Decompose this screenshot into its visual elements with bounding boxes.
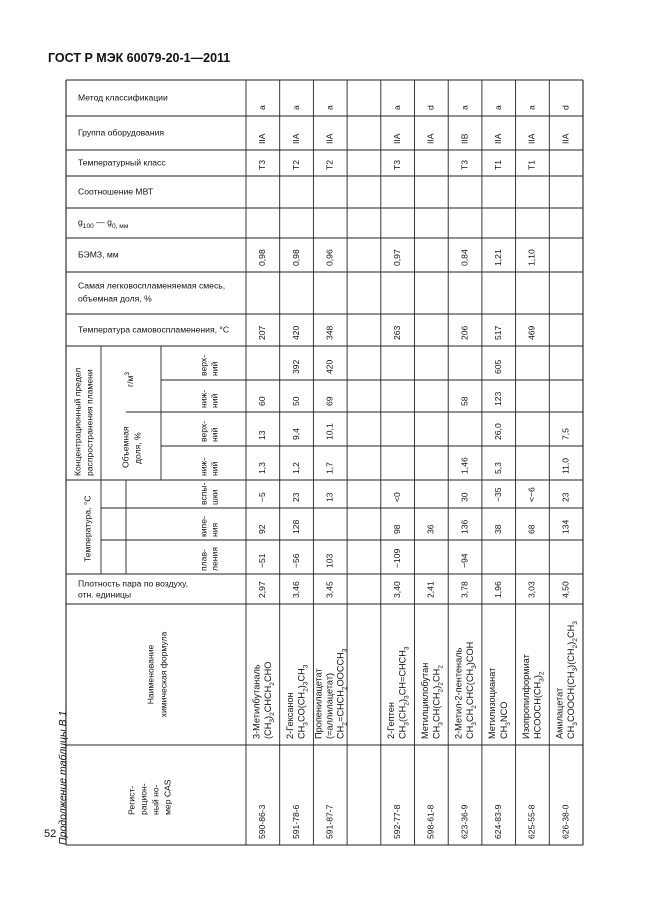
- name-formula-head-2: химическая формула: [158, 631, 169, 718]
- cell-temp-melt-2: 103: [324, 553, 335, 568]
- cell-autoignition-1: 420: [290, 325, 301, 340]
- conc-upper-vol-head-2: ний: [209, 427, 220, 442]
- conc-unit-vol-2: доля, %: [132, 432, 143, 464]
- conc-group-title-1: Концентрационный предел: [72, 367, 83, 476]
- cell-conc-lower-gm3-2: 69: [324, 396, 335, 406]
- cell-temp-flash-0: −5: [257, 492, 268, 502]
- cell-conc-lower-vol-0: 1,3: [257, 462, 268, 474]
- cell-temperature-class-6: T3: [459, 159, 470, 170]
- cell-temperature-class-4: T3: [391, 159, 402, 170]
- row-label-classification-method: Метод классификации: [78, 92, 168, 103]
- cell-temp-boil-4: 98: [391, 524, 402, 534]
- cell-temp-flash-9: 23: [560, 492, 571, 502]
- cas-head-1: Регист-: [126, 785, 137, 815]
- cell-formula-7: $CH_3NCO$: [499, 701, 512, 739]
- cell-conc-lower-gm3-6: 58: [459, 396, 470, 406]
- cell-bemz-4: 0,97: [391, 249, 402, 266]
- cell-cas-7: 624-83-9: [493, 804, 504, 839]
- cell-temperature-class-7: T1: [493, 159, 504, 170]
- cell-temperature-class-1: T2: [290, 159, 301, 170]
- cell-vapor-density-7: 1,96: [493, 581, 504, 598]
- temp-group-title: Температура, °C: [82, 495, 93, 562]
- cell-name-alt-2: (=аллилацетат): [324, 672, 335, 739]
- cell-name-9: Амилацетат: [554, 687, 565, 739]
- cell-vapor-density-2: 3,45: [324, 581, 335, 598]
- cell-autoignition-6: 206: [459, 325, 470, 340]
- cell-cas-6: 623-36-9: [459, 804, 470, 839]
- document-header: ГОСТ Р МЭК 60079-20-1—2011: [48, 51, 231, 65]
- cell-conc-upper-vol-9: 7,5: [560, 428, 571, 440]
- cell-cas-5: 598-61-8: [425, 804, 436, 839]
- cell-cas-4: 592-77-8: [391, 804, 402, 839]
- cell-vapor-density-4: 3,40: [391, 581, 402, 598]
- cell-conc-upper-vol-7: 26,0: [493, 423, 504, 440]
- cell-conc-upper-gm3-7: 605: [493, 359, 504, 374]
- cell-cas-9: 626-38-0: [560, 804, 571, 839]
- cell-temp-boil-8: 68: [526, 524, 537, 534]
- cell-equipment-group-6: IIB: [459, 133, 470, 144]
- cell-classification-0: a: [257, 105, 268, 110]
- cell-vapor-density-0: 2,97: [257, 581, 268, 598]
- cell-vapor-density-1: 3,46: [290, 581, 301, 598]
- cell-temp-flash-7: −35: [493, 487, 504, 502]
- cell-bemz-6: 0,84: [459, 249, 470, 266]
- temp-melt-head-2: ления: [209, 547, 220, 571]
- row-label-mic-ratio: Соотношение МВТ: [78, 186, 153, 197]
- cell-temp-boil-6: 136: [459, 519, 470, 534]
- cell-conc-lower-gm3-0: 60: [257, 396, 268, 406]
- cell-temp-boil-5: 36: [425, 524, 436, 534]
- cell-formula-9: $CH_3COOCH(CH_3)(CH_2)_2CH_3$: [566, 621, 580, 739]
- cell-conc-lower-vol-2: 1,7: [324, 462, 335, 474]
- cell-bemz-7: 1,21: [493, 249, 504, 266]
- cell-name-5: Метилциклобутан: [419, 662, 430, 739]
- table-caption: Продолжение таблицы В 1: [57, 710, 69, 845]
- cell-name-0: 3-Метилбутаналь: [251, 664, 262, 739]
- cell-conc-lower-vol-7: 5,3: [493, 462, 504, 474]
- row-label-equipment-group: Группа оборудования: [78, 127, 165, 138]
- temp-boil-head-2: ния: [209, 522, 220, 537]
- cell-bemz-2: 0,96: [324, 249, 335, 266]
- row-label-g-ratio: $g_{100}$ — $g_{0, мм}$: [78, 217, 129, 231]
- cell-autoignition-0: 207: [257, 325, 268, 340]
- cell-equipment-group-8: IIA: [526, 133, 537, 144]
- cell-conc-upper-gm3-1: 392: [290, 359, 301, 374]
- cell-temp-flash-6: 30: [459, 492, 470, 502]
- cell-conc-upper-vol-0: 13: [257, 430, 268, 440]
- cell-conc-upper-vol-2: 10,1: [324, 423, 335, 440]
- cell-conc-lower-gm3-7: 123: [493, 391, 504, 406]
- cell-temp-melt-4: −109: [391, 548, 402, 568]
- cell-temp-melt-0: −51: [257, 553, 268, 568]
- cell-conc-lower-gm3-1: 50: [290, 396, 301, 406]
- cell-classification-4: a: [391, 105, 402, 110]
- cell-formula-1: $CH_3CO(CH_2)_3CH_3$: [296, 664, 310, 739]
- row-label-temperature-class: Температурный класс: [78, 157, 166, 168]
- cell-autoignition-4: 263: [391, 325, 402, 340]
- conc-lower-vol-head-1: ниж-: [198, 457, 209, 476]
- row-label-vapor-density-2: отн. единицы: [78, 589, 132, 600]
- cell-conc-upper-gm3-2: 420: [324, 359, 335, 374]
- cell-vapor-density-9: 4,50: [560, 581, 571, 598]
- cell-temp-melt-1: −56: [290, 553, 301, 568]
- row-label-most-flammable-2: объемная доля, %: [78, 293, 152, 304]
- cell-equipment-group-0: IIA: [257, 133, 268, 144]
- conc-upper-gm3-head-2: ний: [209, 361, 220, 376]
- cell-formula-2: $CH_2=CHCH_2OOCCH_3$: [335, 648, 349, 739]
- cell-bemz-0: 0,98: [257, 249, 268, 266]
- cas-head-3: ный но-: [150, 784, 161, 815]
- conc-lower-vol-head-2: ний: [209, 461, 220, 476]
- cell-formula-5: $CH_3CH(CH_2)_2CH_2$: [431, 665, 445, 739]
- conc-unit-vol-1: Объемная: [120, 426, 131, 468]
- cell-formula-0: $(CH_3)_2CHCH_2CHO$: [263, 661, 277, 739]
- cell-classification-5: d: [425, 105, 436, 110]
- cell-classification-1: a: [290, 105, 301, 110]
- cell-cas-1: 591-78-6: [290, 804, 301, 839]
- cell-temp-boil-9: 134: [560, 519, 571, 534]
- cas-head-2: рацион-: [138, 783, 149, 815]
- cell-temp-flash-2: 13: [324, 492, 335, 502]
- cell-name-1: 2-Гексанон: [284, 692, 295, 739]
- cell-name-2: Пропенилацетат: [313, 668, 324, 739]
- cell-temp-flash-1: 23: [290, 492, 301, 502]
- cell-cas-0: 590-86-3: [257, 804, 268, 839]
- row-label-bemz: БЭМЗ, мм: [78, 249, 119, 260]
- cell-equipment-group-1: IIA: [290, 133, 301, 144]
- cell-temp-flash-8: <−6: [526, 487, 537, 502]
- cell-temp-melt-6: −94: [459, 553, 470, 568]
- cell-classification-8: a: [526, 105, 537, 110]
- conc-group-title-2: распространения пламени: [84, 369, 95, 476]
- cell-equipment-group-9: IIA: [560, 133, 571, 144]
- cell-temp-boil-1: 128: [290, 519, 301, 534]
- conc-lower-gm3-head-1: ниж-: [198, 389, 209, 408]
- cell-conc-lower-vol-6: 1,46: [459, 457, 470, 474]
- cell-vapor-density-5: 2,41: [425, 581, 436, 598]
- cell-equipment-group-5: IIA: [425, 133, 436, 144]
- cell-name-6: 2-Метил-2-пентеналь: [453, 647, 464, 739]
- cell-temperature-class-8: T1: [526, 159, 537, 170]
- cell-autoignition-8: 469: [526, 325, 537, 340]
- cell-vapor-density-8: 3,03: [526, 581, 537, 598]
- cell-name-8: Изопропилформиат: [520, 654, 531, 739]
- cell-equipment-group-2: IIA: [324, 133, 335, 144]
- temp-flash-head-1: вспы-: [198, 482, 209, 505]
- cell-formula-6: $CH_3CH_2CHC(CH_3)COH$: [465, 641, 479, 739]
- properties-table: [66, 80, 583, 845]
- cell-cas-8: 625-55-8: [526, 804, 537, 839]
- cell-formula-4: $CH_3(CH_2)_3CH=CHCH_3$: [398, 646, 411, 739]
- name-formula-head-1: Наименование: [145, 644, 156, 705]
- cas-head-4: мер CAS: [162, 779, 173, 815]
- temp-boil-head-1: кипе-: [198, 516, 209, 537]
- cell-temp-flash-4: <0: [391, 492, 402, 502]
- cell-vapor-density-6: 3,78: [459, 581, 470, 598]
- cell-formula-8: $HCOOCH(CH_3)_2$: [532, 671, 546, 739]
- cell-autoignition-7: 517: [493, 325, 504, 340]
- cell-cas-2: 591-87-7: [324, 804, 335, 839]
- cell-classification-2: a: [324, 105, 335, 110]
- cell-bemz-1: 0,98: [290, 249, 301, 266]
- temp-flash-head-2: шки: [209, 489, 220, 505]
- temp-melt-head-1: плав-: [198, 549, 209, 571]
- page-number: 52: [44, 828, 57, 840]
- cell-conc-upper-vol-1: 9,4: [290, 428, 301, 440]
- cell-name-4: 2-Гептен: [386, 702, 397, 739]
- cell-conc-lower-vol-9: 11,0: [560, 457, 571, 474]
- cell-bemz-8: 1,10: [526, 249, 537, 266]
- cell-classification-9: d: [560, 105, 571, 110]
- cell-temperature-class-0: T3: [257, 159, 268, 170]
- conc-lower-gm3-head-2: ний: [209, 393, 220, 408]
- cell-conc-lower-vol-1: 1,2: [290, 462, 301, 474]
- conc-upper-gm3-head-1: верх-: [198, 354, 209, 376]
- cell-classification-6: a: [459, 105, 470, 110]
- cell-equipment-group-4: IIA: [391, 133, 402, 144]
- cell-temp-boil-7: 38: [493, 524, 504, 534]
- conc-upper-vol-head-1: верх-: [198, 420, 209, 442]
- row-label-most-flammable-1: Самая легковоспламеняемая смесь,: [78, 280, 226, 291]
- cell-autoignition-2: 348: [324, 325, 335, 340]
- cell-classification-7: a: [493, 105, 504, 110]
- conc-unit-gm3: $г/м^3$: [124, 371, 136, 387]
- cell-temperature-class-2: T2: [324, 159, 335, 170]
- cell-equipment-group-7: IIA: [493, 133, 504, 144]
- cell-name-7: Метилизоцианат: [487, 667, 498, 739]
- row-label-vapor-density-1: Плотность пара по воздуху,: [78, 578, 188, 589]
- cell-temp-boil-0: 92: [257, 524, 268, 534]
- row-label-autoignition: Температура самовоспламенения, °C: [78, 324, 230, 335]
